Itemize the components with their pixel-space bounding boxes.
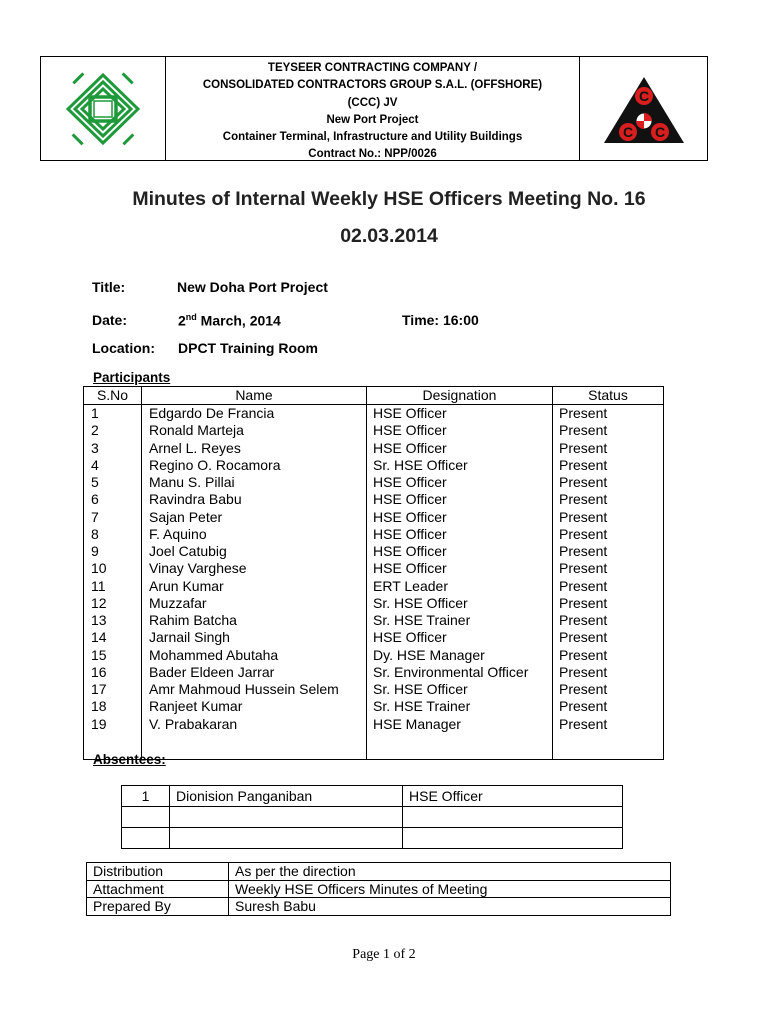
cell-designation: HSE Officer bbox=[367, 474, 553, 491]
date-value bbox=[178, 312, 281, 329]
cell-status: Present bbox=[553, 474, 664, 491]
cell-name: Arnel L. Reyes bbox=[142, 440, 367, 457]
location-label: Location: bbox=[92, 340, 155, 356]
cell-status: Present bbox=[553, 526, 664, 543]
cell-status: Present bbox=[553, 664, 664, 681]
table-row bbox=[122, 807, 623, 828]
cell-name: Sajan Peter bbox=[142, 509, 367, 526]
cell-designation: Sr. HSE Trainer bbox=[367, 612, 553, 629]
col-status: Status bbox=[553, 387, 664, 405]
cell-status: Present bbox=[553, 578, 664, 595]
cell-name: Edgardo De Francia bbox=[142, 405, 367, 423]
table-row bbox=[84, 526, 664, 543]
cell-status: Present bbox=[553, 509, 664, 526]
cell-sno: 9 bbox=[84, 543, 142, 560]
table-row-spacer bbox=[84, 733, 664, 760]
cell-status: Present bbox=[553, 629, 664, 646]
cell-designation: HSE Officer bbox=[367, 560, 553, 577]
time-label: Time: 16:00 bbox=[402, 312, 479, 328]
cell-sno: 8 bbox=[84, 526, 142, 543]
cell-designation: HSE Officer bbox=[367, 405, 553, 423]
cell-status: Present bbox=[553, 440, 664, 457]
meeting-date-heading: 02.03.2014 bbox=[340, 225, 438, 247]
header-line-4: New Port Project bbox=[326, 113, 419, 126]
date-rest: March, 2014 bbox=[196, 312, 281, 329]
table-row bbox=[87, 880, 671, 898]
participants-body bbox=[84, 405, 664, 760]
location-value: DPCT Training Room bbox=[178, 340, 318, 356]
date-suffix: nd bbox=[185, 312, 197, 322]
cell-designation: HSE Manager bbox=[367, 716, 553, 733]
cell-value: Suresh Babu bbox=[229, 898, 671, 916]
table-row bbox=[84, 647, 664, 664]
cell-status: Present bbox=[553, 491, 664, 508]
col-name: Name bbox=[142, 387, 367, 405]
table-row bbox=[84, 474, 664, 491]
absentees-table bbox=[121, 785, 623, 849]
cell-designation: Sr. HSE Officer bbox=[367, 457, 553, 474]
date-day: 2 bbox=[178, 312, 186, 329]
cell-designation: HSE Officer bbox=[367, 440, 553, 457]
page-number: Page 1 of 2 bbox=[352, 947, 416, 962]
cell-sno: 7 bbox=[84, 509, 142, 526]
cell-designation: HSE Officer bbox=[367, 526, 553, 543]
table-row bbox=[84, 405, 664, 423]
header-line-3: (CCC) JV bbox=[347, 96, 398, 109]
cell-designation: Sr. HSE Officer bbox=[367, 681, 553, 698]
cell-designation: Sr. Environmental Officer bbox=[367, 664, 553, 681]
cell-status: Present bbox=[553, 543, 664, 560]
cell-empty bbox=[553, 733, 664, 760]
document-header bbox=[40, 56, 708, 161]
cell-name: Ronald Marteja bbox=[142, 422, 367, 439]
cell-name: Arun Kumar bbox=[142, 578, 367, 595]
participants-heading: Participants bbox=[93, 370, 171, 385]
cell-name: Muzzafar bbox=[142, 595, 367, 612]
table-row bbox=[84, 509, 664, 526]
cell-sno: 2 bbox=[84, 422, 142, 439]
header-line-1: TEYSEER CONTRACTING COMPANY / bbox=[267, 62, 478, 74]
cell-name: Joel Catubig bbox=[142, 543, 367, 560]
distribution-table bbox=[86, 862, 671, 916]
cell-designation: HSE Officer bbox=[367, 629, 553, 646]
cell-status: Present bbox=[553, 405, 664, 423]
cell-status: Present bbox=[553, 681, 664, 698]
cell-designation: Dy. HSE Manager bbox=[367, 647, 553, 664]
cell-name: Mohammed Abutaha bbox=[142, 647, 367, 664]
cell-sno: 10 bbox=[84, 560, 142, 577]
cell-name bbox=[170, 807, 403, 828]
date-label: Date: bbox=[92, 312, 128, 328]
cell-sno: 13 bbox=[84, 612, 142, 629]
table-row bbox=[84, 457, 664, 474]
cell-status: Present bbox=[553, 612, 664, 629]
cell-status: Present bbox=[553, 698, 664, 715]
table-row bbox=[84, 440, 664, 457]
cell-sno bbox=[122, 807, 170, 828]
absentees-heading: Absentees: bbox=[93, 752, 166, 767]
cell-sno bbox=[122, 828, 170, 849]
table-row bbox=[84, 716, 664, 733]
participants-table bbox=[83, 386, 664, 760]
cell-designation: Sr. HSE Trainer bbox=[367, 698, 553, 715]
cell-label: Prepared By bbox=[87, 898, 229, 916]
table-row bbox=[122, 828, 623, 849]
teyseer-logo-icon bbox=[41, 57, 166, 159]
table-row bbox=[84, 422, 664, 439]
cell-designation: HSE Officer bbox=[367, 422, 553, 439]
ccc-logo-icon bbox=[580, 57, 708, 159]
cell-designation: HSE Officer bbox=[367, 543, 553, 560]
cell-sno: 14 bbox=[84, 629, 142, 646]
col-designation: Designation bbox=[367, 387, 553, 405]
table-row bbox=[84, 664, 664, 681]
header-right-logo-cell bbox=[579, 57, 707, 160]
cell-sno: 16 bbox=[84, 664, 142, 681]
header-company-text bbox=[166, 60, 579, 164]
cell-designation: HSE Officer bbox=[367, 491, 553, 508]
cell-value: As per the direction bbox=[229, 863, 671, 881]
cell-designation: HSE Officer bbox=[367, 509, 553, 526]
cell-designation bbox=[403, 828, 623, 849]
cell-sno: 4 bbox=[84, 457, 142, 474]
ccc-letter-left: C bbox=[622, 124, 634, 140]
table-row bbox=[84, 681, 664, 698]
cell-sno: 18 bbox=[84, 698, 142, 715]
ccc-letter-top: C bbox=[638, 88, 650, 104]
cell-status: Present bbox=[553, 457, 664, 474]
cell-sno: 1 bbox=[122, 786, 170, 807]
cell-value: Weekly HSE Officers Minutes of Meeting bbox=[229, 880, 671, 898]
cell-name: Jarnail Singh bbox=[142, 629, 367, 646]
header-left-logo-cell bbox=[41, 57, 166, 160]
table-row bbox=[87, 863, 671, 881]
cell-status: Present bbox=[553, 595, 664, 612]
cell-label: Attachment bbox=[87, 880, 229, 898]
cell-designation bbox=[403, 807, 623, 828]
cell-label: Distribution bbox=[87, 863, 229, 881]
cell-designation: HSE Officer bbox=[403, 786, 623, 807]
participants-header-row bbox=[84, 387, 664, 405]
cell-name: F. Aquino bbox=[142, 526, 367, 543]
cell-name: V. Prabakaran bbox=[142, 716, 367, 733]
table-row bbox=[87, 898, 671, 916]
cell-sno: 1 bbox=[84, 405, 142, 423]
col-sno: S.No bbox=[84, 387, 142, 405]
cell-name: Regino O. Rocamora bbox=[142, 457, 367, 474]
cell-sno: 17 bbox=[84, 681, 142, 698]
cell-sno: 11 bbox=[84, 578, 142, 595]
meeting-title: Minutes of Internal Weekly HSE Officers Meeting No. 16 bbox=[132, 188, 646, 210]
title-value: New Doha Port Project bbox=[177, 279, 328, 295]
cell-empty bbox=[367, 733, 553, 760]
cell-name: Vinay Varghese bbox=[142, 560, 367, 577]
cell-sno: 3 bbox=[84, 440, 142, 457]
cell-name: Manu S. Pillai bbox=[142, 474, 367, 491]
cell-designation: ERT Leader bbox=[367, 578, 553, 595]
cell-status: Present bbox=[553, 647, 664, 664]
table-row bbox=[84, 612, 664, 629]
table-row bbox=[84, 629, 664, 646]
table-row bbox=[122, 786, 623, 807]
cell-status: Present bbox=[553, 422, 664, 439]
table-row bbox=[84, 560, 664, 577]
table-row bbox=[84, 595, 664, 612]
table-row bbox=[84, 491, 664, 508]
table-row bbox=[84, 578, 664, 595]
cell-name: Ravindra Babu bbox=[142, 491, 367, 508]
cell-status: Present bbox=[553, 716, 664, 733]
table-row bbox=[84, 698, 664, 715]
ccc-letter-right: C bbox=[654, 124, 666, 140]
cell-name: Rahim Batcha bbox=[142, 612, 367, 629]
cell-sno: 5 bbox=[84, 474, 142, 491]
cell-status: Present bbox=[553, 560, 664, 577]
cell-name: Dionision Panganiban bbox=[170, 786, 403, 807]
table-row bbox=[84, 543, 664, 560]
distribution-body bbox=[87, 863, 671, 916]
cell-name: Bader Eldeen Jarrar bbox=[142, 664, 367, 681]
cell-sno: 19 bbox=[84, 716, 142, 733]
cell-sno: 12 bbox=[84, 595, 142, 612]
cell-designation: Sr. HSE Officer bbox=[367, 595, 553, 612]
absentees-body bbox=[122, 786, 623, 849]
cell-sno: 6 bbox=[84, 491, 142, 508]
cell-empty bbox=[142, 733, 367, 760]
title-label: Title: bbox=[92, 279, 126, 295]
cell-name: Amr Mahmoud Hussein Selem bbox=[142, 681, 367, 698]
header-line-5: Container Terminal, Infrastructure and Utility Buildings bbox=[222, 131, 523, 144]
header-line-2: CONSOLIDATED CONTRACTORS GROUP S.A.L. (OFFSHORE) bbox=[202, 79, 543, 92]
cell-sno: 15 bbox=[84, 647, 142, 664]
header-line-6: Contract No.: NPP/0026 bbox=[308, 148, 437, 161]
cell-name: Ranjeet Kumar bbox=[142, 698, 367, 715]
cell-name bbox=[170, 828, 403, 849]
